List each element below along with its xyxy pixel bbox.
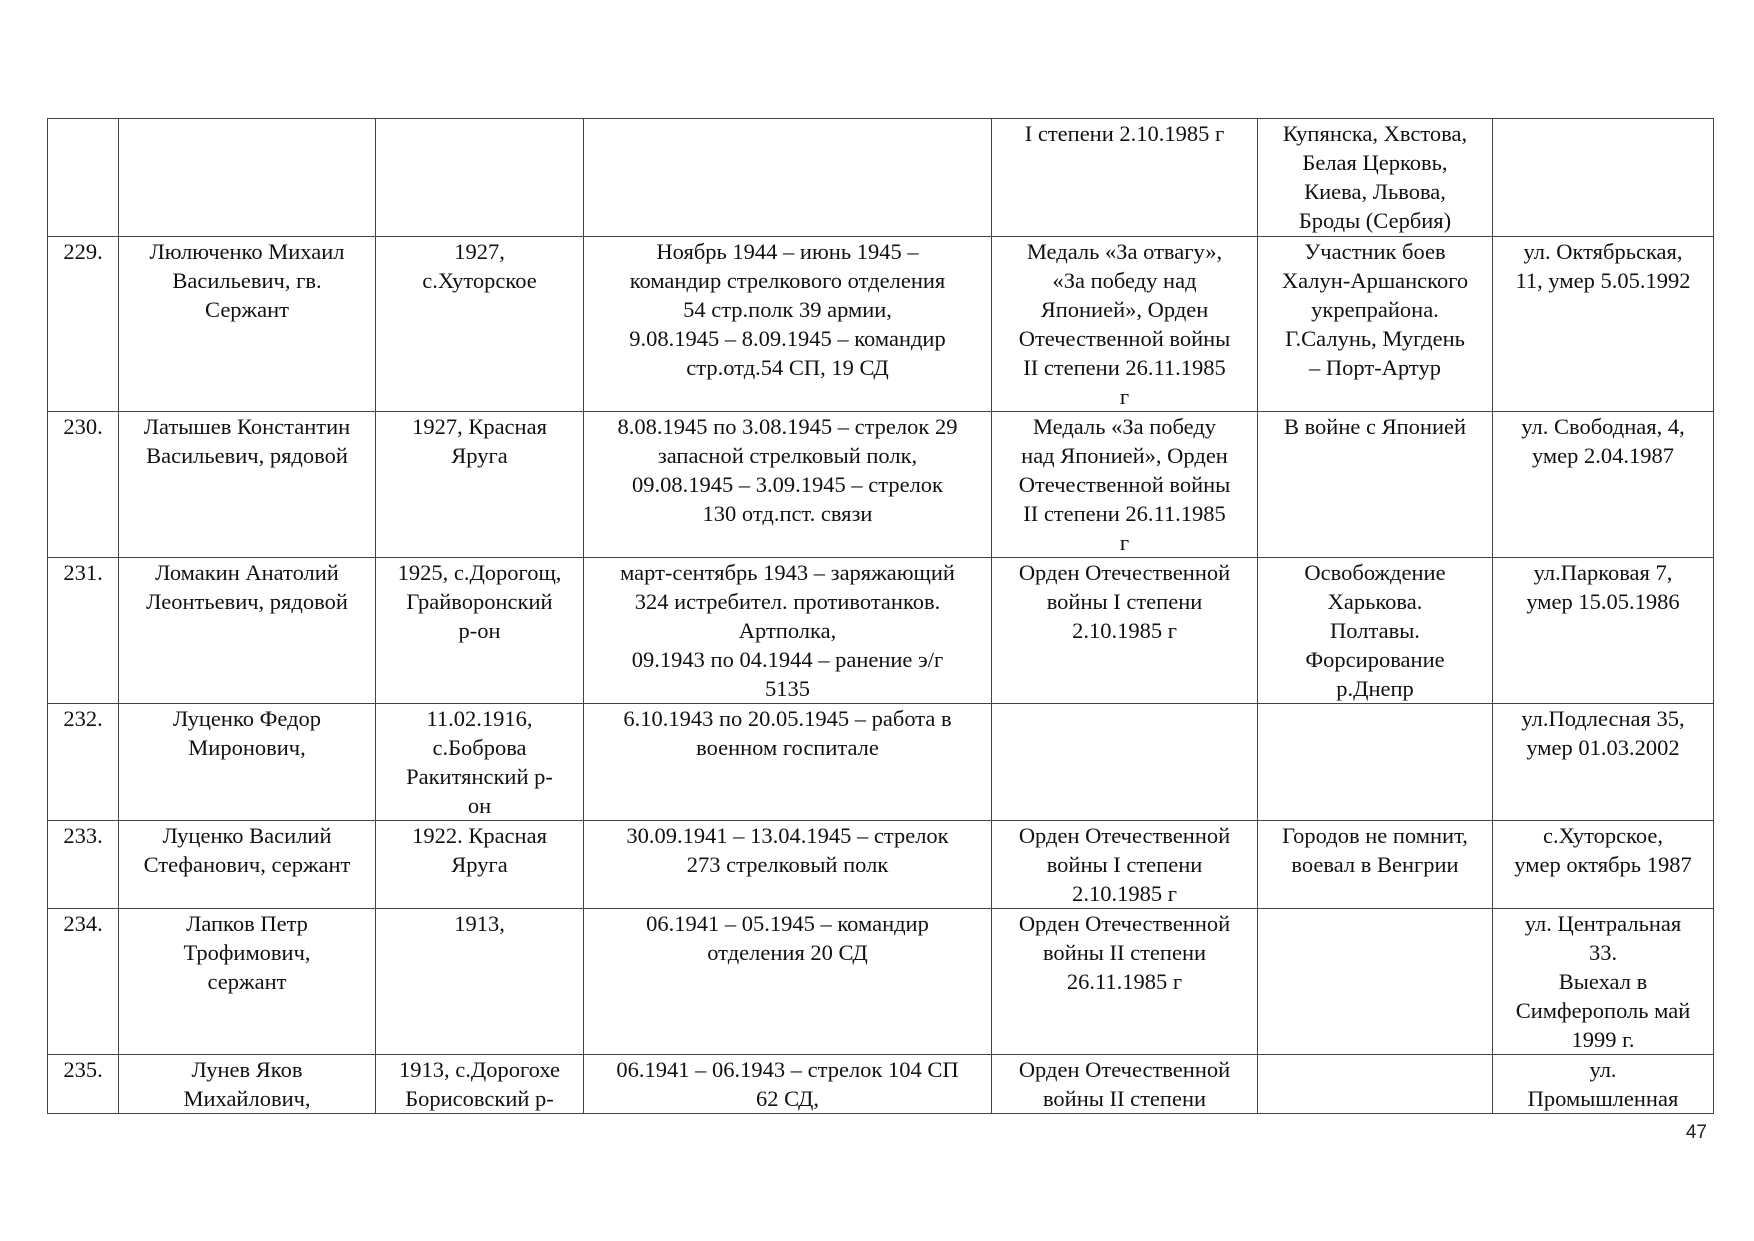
cell-battles: Городов не помнит, воевал в Венгрии — [1258, 821, 1493, 909]
cell-address: ул. Центральная 33. Выехал в Симферополь май 1999 г. — [1493, 909, 1714, 1055]
cell-birth: 11.02.1916, с.Боброва Ракитянский р- он — [376, 704, 584, 821]
cell-service: 06.1941 – 05.1945 – командир отделения 20 СД — [584, 909, 992, 1055]
cell-number: 231. — [48, 558, 119, 704]
cell-birth: 1913, с.Дорогохе Борисовский р- — [376, 1055, 584, 1114]
cell-awards: Орден Отечественной войны II степени — [992, 1055, 1258, 1114]
cell-name: Луценко Василий Стефанович, сержант — [119, 821, 376, 909]
cell-battles — [1258, 704, 1493, 821]
table-row — [48, 412, 1714, 558]
cell-number: 233. — [48, 821, 119, 909]
cell-battles — [1258, 1055, 1493, 1114]
cell-name: Лунев Яков Михайлович, — [119, 1055, 376, 1114]
cell-service — [584, 119, 992, 237]
cell-awards: Медаль «За победу над Японией», Орден Отечественной войны II степени 26.11.1985 г — [992, 412, 1258, 558]
cell-battles — [1258, 909, 1493, 1055]
cell-number: 230. — [48, 412, 119, 558]
cell-birth: 1913, — [376, 909, 584, 1055]
cell-awards: Орден Отечественной войны I степени 2.10.1985 г — [992, 821, 1258, 909]
cell-name: Луценко Федор Миронович, — [119, 704, 376, 821]
table-row — [48, 1055, 1714, 1114]
cell-address: ул.Парковая 7, умер 15.05.1986 — [1493, 558, 1714, 704]
cell-battles: Купянска, Хвстова, Белая Церковь, Киева, Львова, Броды (Сербия) — [1258, 119, 1493, 237]
cell-service: 6.10.1943 по 20.05.1945 – работа в военном госпитале — [584, 704, 992, 821]
table-row — [48, 909, 1714, 1055]
cell-number: 232. — [48, 704, 119, 821]
table-row — [48, 237, 1714, 412]
cell-battles: Участник боев Халун-Аршанского укрепрайона. Г.Салунь, Мугдень – Порт-Артур — [1258, 237, 1493, 412]
cell-service: 06.1941 – 06.1943 – стрелок 104 СП 62 СД, — [584, 1055, 992, 1114]
cell-service: март-сентябрь 1943 – заряжающий 324 истребител. противотанков. Артполка, 09.1943 по 04.1944 – ранение э/г 5135 — [584, 558, 992, 704]
cell-address: ул. Промышленная — [1493, 1055, 1714, 1114]
cell-name: Лапков Петр Трофимович, сержант — [119, 909, 376, 1055]
cell-number: 235. — [48, 1055, 119, 1114]
cell-number: 234. — [48, 909, 119, 1055]
cell-number: 229. — [48, 237, 119, 412]
cell-awards — [992, 704, 1258, 821]
table-row — [48, 821, 1714, 909]
cell-birth — [376, 119, 584, 237]
cell-name: Ломакин Анатолий Леонтьевич, рядовой — [119, 558, 376, 704]
veterans-table — [47, 118, 1714, 1114]
table-row — [48, 558, 1714, 704]
cell-battles: Освобождение Харькова. Полтавы. Форсирование р.Днепр — [1258, 558, 1493, 704]
cell-awards: Медаль «За отвагу», «За победу над Японией», Орден Отечественной войны II степени 26.11.1985 г — [992, 237, 1258, 412]
table-row — [48, 704, 1714, 821]
cell-awards: Орден Отечественной войны II степени 26.11.1985 г — [992, 909, 1258, 1055]
cell-birth: 1927, Красная Яруга — [376, 412, 584, 558]
cell-battles: В войне с Японией — [1258, 412, 1493, 558]
cell-birth: 1922. Красная Яруга — [376, 821, 584, 909]
cell-birth: 1925, с.Дорогощ, Грайворонский р-он — [376, 558, 584, 704]
cell-name: Латышев Константин Васильевич, рядовой — [119, 412, 376, 558]
cell-address: с.Хуторское, умер октябрь 1987 — [1493, 821, 1714, 909]
cell-number — [48, 119, 119, 237]
cell-service: 30.09.1941 – 13.04.1945 – стрелок 273 стрелковый полк — [584, 821, 992, 909]
table-body — [48, 119, 1714, 1114]
cell-address — [1493, 119, 1714, 237]
cell-name: Люлюченко Михаил Васильевич, гв. Сержант — [119, 237, 376, 412]
cell-birth: 1927, с.Хуторское — [376, 237, 584, 412]
cell-address: ул. Свободная, 4, умер 2.04.1987 — [1493, 412, 1714, 558]
page-number: 47 — [1685, 1122, 1707, 1143]
cell-address: ул.Подлесная 35, умер 01.03.2002 — [1493, 704, 1714, 821]
cell-service: 8.08.1945 по 3.08.1945 – стрелок 29 запасной стрелковый полк, 09.08.1945 – 3.09.1945 – стрелок 130 отд.пст. связи — [584, 412, 992, 558]
cell-awards: Орден Отечественной войны I степени 2.10.1985 г — [992, 558, 1258, 704]
cell-service: Ноябрь 1944 – июнь 1945 – командир стрелкового отделения 54 стр.полк 39 армии, 9.08.1945 – 8.09.1945 – командир стр.отд.54 СП, 19 СД — [584, 237, 992, 412]
table-row — [48, 119, 1714, 237]
cell-awards: I степени 2.10.1985 г — [992, 119, 1258, 237]
cell-name — [119, 119, 376, 237]
cell-address: ул. Октябрьская, 11, умер 5.05.1992 — [1493, 237, 1714, 412]
